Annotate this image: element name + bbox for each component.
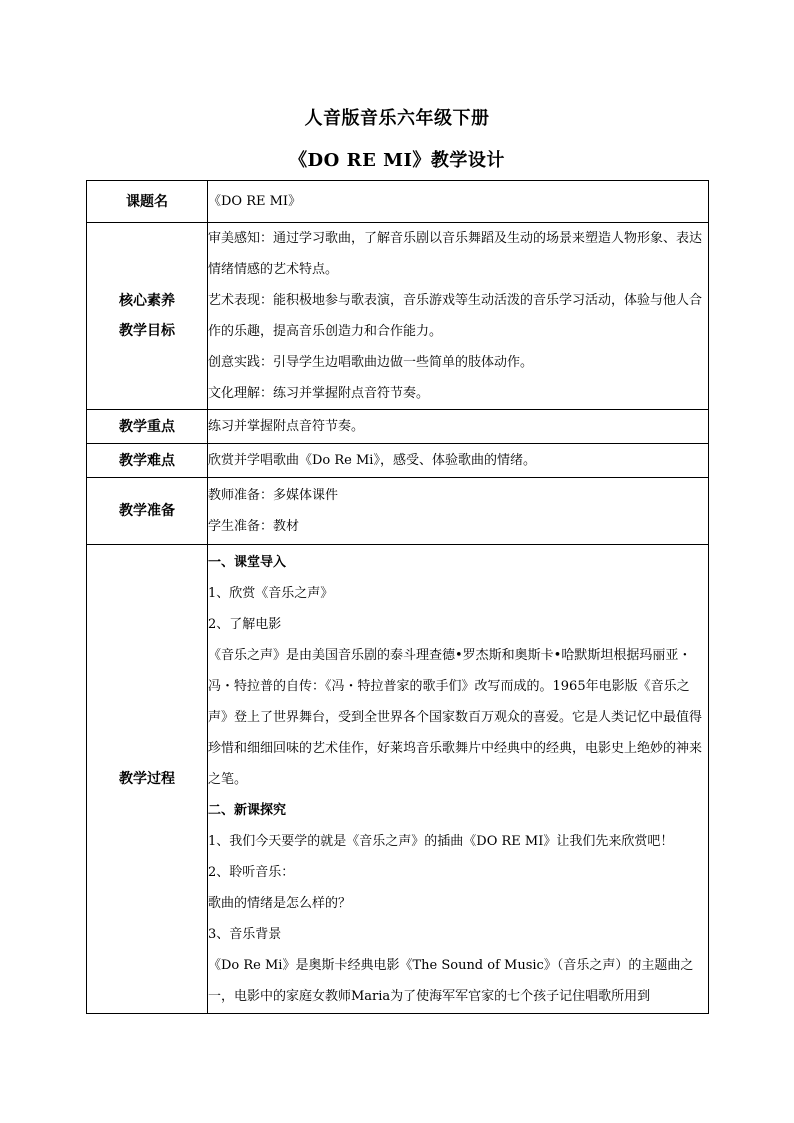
key-points-value: 练习并掌握附点音符节奏。 (208, 410, 709, 444)
key-points-label: 教学重点 (87, 410, 208, 444)
preparation-label: 教学准备 (87, 478, 208, 545)
table-row-process (87, 545, 709, 1014)
new-lesson-item-3: 3、音乐背景 (208, 927, 282, 942)
table-row-preparation (87, 478, 709, 545)
table-row-topic (87, 181, 709, 223)
student-preparation: 学生准备：教材 (208, 519, 300, 534)
movie-intro-paragraph: 《音乐之声》是由美国音乐剧的泰斗理查德•罗杰斯和奥斯卡•哈默斯坦根据玛丽亚・冯・特拉普的自传：《冯・特拉普家的歌手们》改写而成的。1965年电影版《音乐之声》登上了世界舞台，受到全世界各个国家数百万观众的喜爱。它是人类记忆中最值得珍惜和细细回味的艺术佳作，好莱坞音乐歌舞片中经典中的经典，电影史上绝妙的神来之笔。 (208, 648, 703, 787)
objectives-label (87, 223, 208, 410)
objective-creative: 创意实践：引导学生边唱歌曲边做一些简单的肢体动作。 (208, 355, 534, 370)
objective-expression: 艺术表现：能积极地参与歌表演，音乐游戏等生动活泼的音乐学习活动，体验与他人合作的乐趣，提高音乐创造力和合作能力。 (208, 293, 703, 339)
teacher-preparation: 教师准备：多媒体课件 (208, 488, 339, 503)
new-lesson-item-2: 2、聆听音乐： (208, 865, 295, 880)
intro-item-2: 2、了解电影 (208, 617, 282, 632)
objectives-content (208, 223, 709, 410)
preparation-content (208, 478, 709, 545)
table-row-key-points (87, 410, 709, 444)
objectives-label-line1: 核心素养 (119, 293, 175, 309)
new-lesson-item-1: 1、我们今天要学的就是《音乐之声》的插曲《DO RE MI》让我们先来欣赏吧！ (208, 834, 674, 849)
difficulties-label: 教学难点 (87, 444, 208, 478)
section-heading-intro: 一、课堂导入 (208, 555, 287, 570)
document-subtitle: 《DO RE MI》教学设计 (289, 150, 505, 171)
topic-value: 《DO RE MI》 (208, 181, 709, 223)
table-row-objectives (87, 223, 709, 410)
process-content (208, 545, 709, 1014)
lesson-plan-table (86, 180, 709, 1014)
background-paragraph: 《Do Re Mi》是奥斯卡经典电影《The Sound of Music》（音乐之声）的主题曲之一，电影中的家庭女教师Maria为了使海军军官家的七个孩子记住唱歌所用到 (208, 958, 694, 1004)
process-label: 教学过程 (87, 545, 208, 1014)
table-row-difficulties (87, 444, 709, 478)
new-lesson-question: 歌曲的情绪是怎么样的？ (208, 896, 352, 911)
objectives-label-line2: 教学目标 (119, 323, 175, 339)
objective-aesthetic: 审美感知：通过学习歌曲，了解音乐剧以音乐舞蹈及生动的场景来塑造人物形象、表达情绪情感的艺术特点。 (208, 231, 703, 277)
intro-item-1: 1、欣赏《音乐之声》 (208, 586, 334, 601)
document-title: 人音版音乐六年级下册 (304, 108, 490, 129)
section-heading-new-lesson: 二、新课探究 (208, 803, 287, 818)
objective-culture: 文化理解：练习并掌握附点音符节奏。 (208, 386, 430, 401)
topic-label: 课题名 (87, 181, 208, 223)
difficulties-value: 欣赏并学唱歌曲《Do Re Mi》，感受、体验歌曲的情绪。 (208, 444, 709, 478)
